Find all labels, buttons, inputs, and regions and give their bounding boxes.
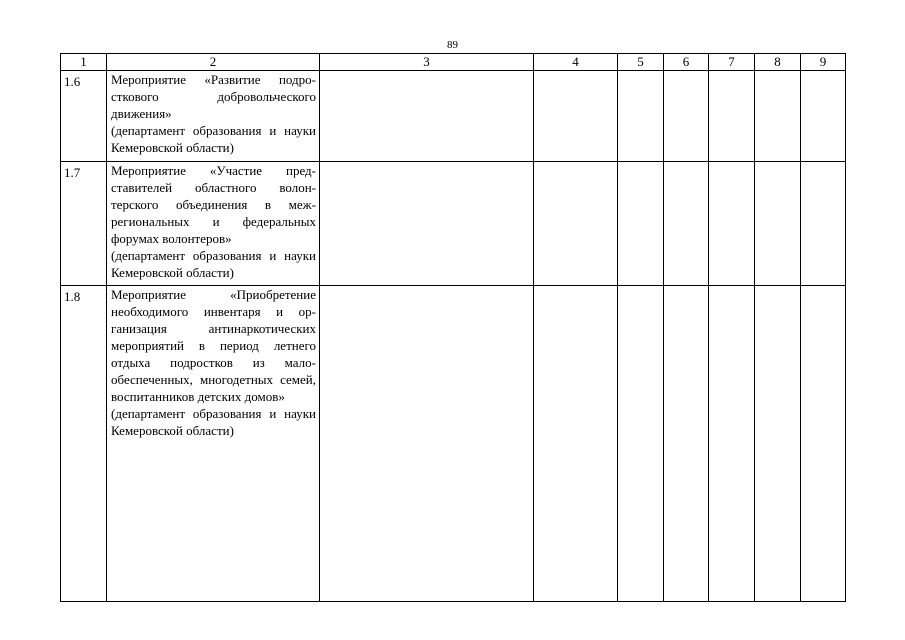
activity-description: Мероприятие «Приобретение необходимого инвентаря и ор-ганизация антинаркотических мероприятий в период летнего отдыха подростков из мало-обеспеченных, многодетных семей, воспитанников детских домов» — [111, 287, 316, 404]
row-number: 1.6 — [61, 71, 107, 162]
column-header-4: 4 — [534, 54, 618, 71]
column-header-8: 8 — [755, 54, 801, 71]
empty-cell — [618, 286, 664, 602]
empty-cell — [534, 286, 618, 602]
empty-cell — [320, 286, 534, 602]
column-header-3: 3 — [320, 54, 534, 71]
empty-cell — [534, 162, 618, 286]
activity-description: Мероприятие «Участие пред-ставителей областного волон-терского объединения в меж-региональных и федеральных форумах волонтеров» — [111, 163, 316, 246]
page-number: 89 — [447, 39, 458, 51]
empty-cell — [664, 71, 709, 162]
column-header-6: 6 — [664, 54, 709, 71]
empty-cell — [801, 162, 846, 286]
activity-cell — [107, 286, 320, 602]
column-header-5: 5 — [618, 54, 664, 71]
row-number: 1.7 — [61, 162, 107, 286]
column-header-2: 2 — [107, 54, 320, 71]
column-header-1: 1 — [61, 54, 107, 71]
empty-cell — [618, 162, 664, 286]
empty-cell — [801, 71, 846, 162]
activity-description: Мероприятие «Развитие подро-сткового добровольческого движения» — [111, 72, 316, 121]
responsible-department: (департамент образования и науки Кемеровской области) — [111, 406, 316, 438]
row-number: 1.8 — [61, 286, 107, 602]
column-header-9: 9 — [801, 54, 846, 71]
table-row — [61, 162, 846, 286]
program-table — [60, 53, 846, 602]
empty-cell — [534, 71, 618, 162]
column-header-7: 7 — [709, 54, 755, 71]
empty-cell — [664, 162, 709, 286]
activity-cell — [107, 71, 320, 162]
empty-cell — [709, 71, 755, 162]
responsible-department: (департамент образования и науки Кемеровской области) — [111, 248, 316, 280]
empty-cell — [755, 71, 801, 162]
activity-cell — [107, 162, 320, 286]
empty-cell — [320, 162, 534, 286]
table-header-row — [61, 54, 846, 71]
empty-cell — [755, 286, 801, 602]
empty-cell — [320, 71, 534, 162]
empty-cell — [801, 286, 846, 602]
empty-cell — [709, 162, 755, 286]
empty-cell — [709, 286, 755, 602]
empty-cell — [664, 286, 709, 602]
table-row — [61, 71, 846, 162]
empty-cell — [618, 71, 664, 162]
table-row — [61, 286, 846, 602]
responsible-department: (департамент образования и науки Кемеровской области) — [111, 123, 316, 155]
empty-cell — [755, 162, 801, 286]
